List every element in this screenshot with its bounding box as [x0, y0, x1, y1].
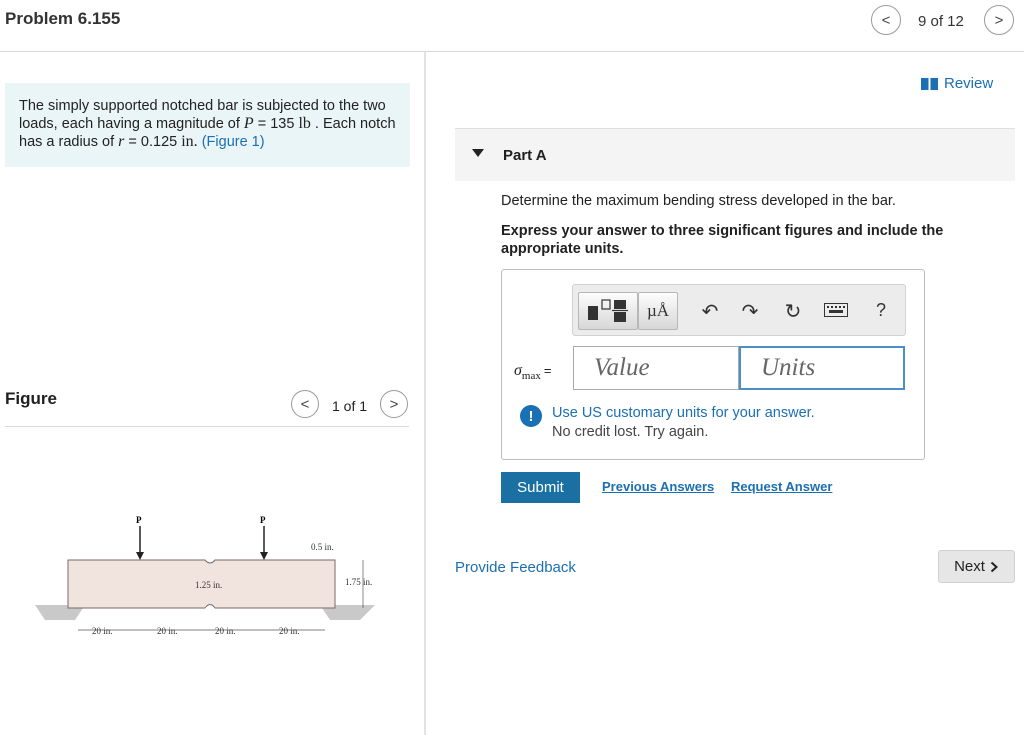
- units-button[interactable]: µÅ: [638, 292, 678, 330]
- panel-divider: [424, 52, 426, 735]
- figure-prev-button[interactable]: <: [291, 390, 319, 418]
- templates-icon: [586, 298, 630, 324]
- answer-variable-label: [514, 362, 551, 382]
- feedback-message: Use US customary units for your answer.: [552, 405, 815, 421]
- figure-heading: Figure: [5, 389, 57, 408]
- load-label-right: P: [260, 515, 266, 525]
- radius-equals: = 0.125: [124, 134, 182, 150]
- load-label-left: P: [136, 515, 142, 525]
- next-problem-button[interactable]: >: [984, 5, 1014, 35]
- previous-problem-button[interactable]: <: [871, 5, 901, 35]
- notch-depth-label: 0.5 in.: [311, 542, 334, 552]
- problem-title: Problem 6.155: [5, 9, 121, 28]
- question-text: Determine the maximum bending stress developed in the bar.: [501, 193, 896, 209]
- figure-count: 1 of 1: [332, 398, 368, 414]
- problem-count: 9 of 12: [918, 13, 964, 30]
- top-bar: [0, 0, 1024, 52]
- statement-text: The simply supported notched bar is subjected to the two loads, each having a magnitude of: [19, 98, 386, 132]
- span-label-2: 20 in.: [157, 626, 178, 636]
- alert-icon: !: [520, 405, 542, 427]
- outer-height-label: 1.75 in.: [345, 577, 373, 587]
- answer-panel: [501, 269, 925, 460]
- templates-button[interactable]: [578, 292, 638, 330]
- statement-text: ): [259, 134, 265, 150]
- equation-toolbar: [572, 284, 906, 336]
- previous-answers-link[interactable]: Previous Answers: [602, 479, 715, 494]
- keyboard-icon[interactable]: [824, 303, 848, 317]
- submit-button[interactable]: Submit: [501, 472, 580, 503]
- statement-text: (: [197, 134, 207, 150]
- load-arrowhead-right: [260, 552, 268, 560]
- radius-variable: r: [118, 133, 125, 150]
- statement-text: . Each notch has a radius of: [19, 116, 396, 150]
- radius-unit: in.: [181, 133, 198, 150]
- part-title: Part A: [503, 147, 547, 164]
- load-equals: = 135: [253, 116, 299, 132]
- inner-height-label: 1.25 in.: [195, 580, 223, 590]
- chevron-right-icon: [990, 561, 999, 573]
- figure-next-button[interactable]: >: [380, 390, 408, 418]
- request-answer-link[interactable]: Request Answer: [731, 479, 833, 494]
- review-label: Review: [944, 75, 994, 92]
- figure-divider: [5, 426, 409, 427]
- units-input[interactable]: [739, 346, 905, 390]
- reset-icon[interactable]: ↻: [784, 301, 802, 323]
- next-label: Next: [954, 558, 985, 575]
- span-label-1: 20 in.: [92, 626, 113, 636]
- feedback-note: No credit lost. Try again.: [552, 424, 709, 440]
- value-input[interactable]: [573, 346, 739, 390]
- load-unit: lb: [298, 115, 311, 132]
- review-link[interactable]: [921, 75, 993, 92]
- load-variable: P: [243, 115, 254, 132]
- sigma-subscript: max: [521, 370, 541, 383]
- provide-feedback-link[interactable]: Provide Feedback: [455, 559, 576, 576]
- help-icon[interactable]: ?: [875, 300, 886, 320]
- notched-bar-figure: [30, 510, 400, 660]
- sigma-symbol: σ: [514, 362, 522, 379]
- equals-sign: =: [543, 363, 552, 378]
- book-icon: [921, 78, 938, 90]
- span-label-4: 20 in.: [279, 626, 300, 636]
- part-a-header[interactable]: [455, 128, 1015, 181]
- load-arrowhead-left: [136, 552, 144, 560]
- undo-icon[interactable]: ↶: [701, 301, 719, 323]
- redo-icon[interactable]: ↷: [741, 301, 759, 323]
- problem-statement: [5, 83, 410, 167]
- figure-link[interactable]: Figure 1: [206, 134, 260, 150]
- span-label-3: 20 in.: [215, 626, 236, 636]
- caret-down-icon[interactable]: [472, 149, 484, 157]
- instruction-text: Express your answer to three significant figures and include the appropriate units.: [501, 223, 944, 257]
- next-button[interactable]: [938, 550, 1015, 583]
